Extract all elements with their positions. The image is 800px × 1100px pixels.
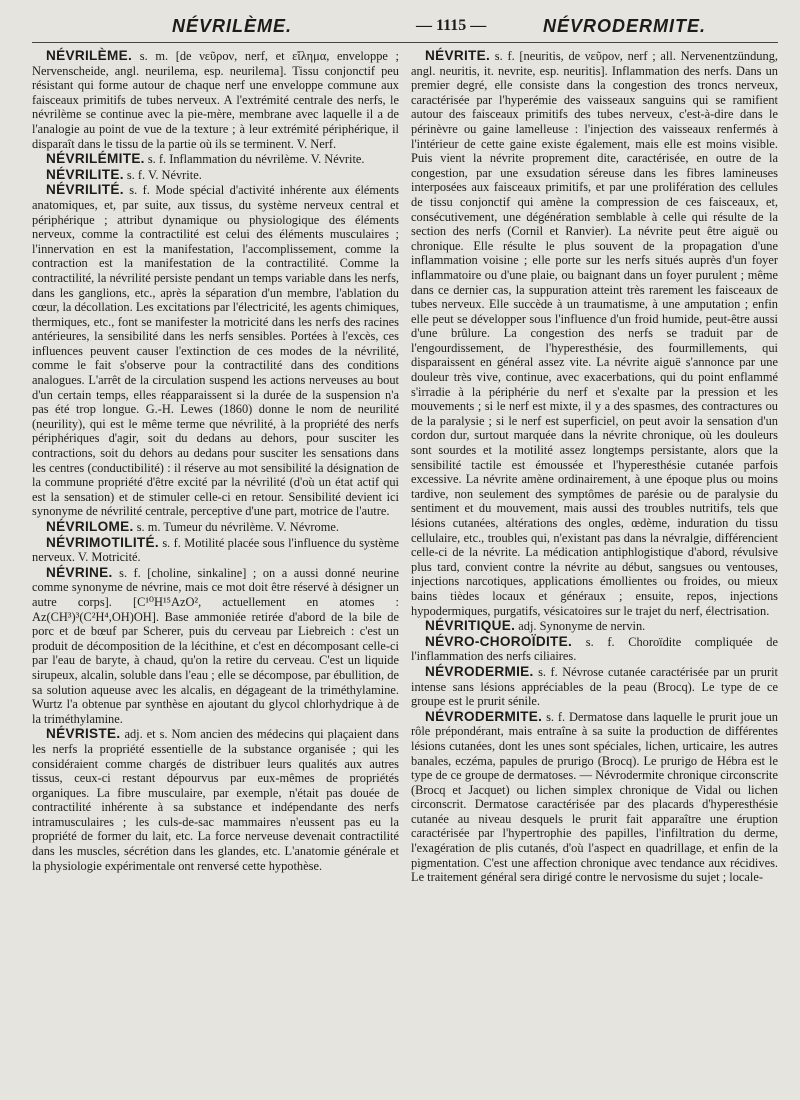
two-column-body <box>32 49 778 886</box>
dictionary-entry <box>32 536 399 565</box>
dictionary-entry <box>411 710 778 885</box>
dictionary-entry <box>411 619 778 634</box>
page-number: — 1115 — <box>416 17 487 34</box>
entry-headword: NÉVRILÈME. <box>46 48 133 63</box>
entry-definition: adj. et s. Nom ancien des médecins qui plaçaient dans les nerfs la propriété essentielle de la substance organisée ; qui les considéraient comme chargés de distribuer leurs qualités aux autres tissus, ceux-ci restant dépourvus par eux-mêmes de propriétés organiques. La fibre musculaire, par exemple, n'était pas douée de contractilité inhérente à sa substance et indépendante des nerfs intramusculaires ; les culs-de-sac mammaires n'eussent pas eu la propriété de former du lait, etc. La force nerveuse devenait contractilité dans les muscles, sécrétion dans les glandes, etc. L'anatomie générale et la physiologie expérimentale ont renversé cette hypothèse. <box>32 727 399 873</box>
dictionary-entry <box>32 520 399 535</box>
dictionary-entry <box>32 152 399 167</box>
entry-definition: s. f. V. Névrite. <box>123 167 202 182</box>
entry-headword: NÉVRODERMIE. <box>425 663 534 679</box>
entry-definition: s. f. [neuritis, de νεῦρον, nerf ; all. Nervenentzündung, angl. neuritis, it. nevrite, esp. neuritis]. Inflammation des nerfs. Dans un premier degré, elle consiste dans la congestion des troncs nerveux, caractérisée par l'hyperémie des vaisseaux sanguins qui se ramifient autour des faisceaux primitifs des tubes nerveux, c'est-à-dire dans le périnèvre ou gaine lamelleuse : l'injection des vaisseaux renfermés à l'intérieur de cette gaine existe également, mais elle est moins visible. Puis vient la névrite proprement dite, caractérisée, en outre de la congestion, par une exsudation séreuse dans les fibres lamineuses interposées aux faisceaux primitifs, et par une prolifération des cellules de tissu conjonctif qui amène la compression de ces faisceaux, et, consécutivement, une dégénération semblable à celle qui résulte de la section des nerfs (Cornil et Ranvier). La névrite peut être aiguë ou chronique. Elle résulte le plus souvent de la propagation d'une inflammation voisine ; elle porte sur les nerfs situés auprès d'un foyer inflammatoire ou d'une plaie, ou baignant dans un foyer purulent ; même dans ce dernier cas, la suppuration atteint très rarement les faisceaux de tubes nerveux. Elle succède à un traumatisme, à une amputation ; enfin elle peut se développer sous l'influence d'un froid humide, peut-être aussi d'une brûlure. La congestion des nerfs se traduit par de l'engourdissement, de l'hyperesthésie, des fourmillements, qui disparaissent en général assez vite. La névrite aiguë s'annonce par une douleur très vive, continue, avec exacerbations, qui du point enflammé s'irradie à la périphérie du nerf et s'exalte par la pression et les mouvements ; si le nerf est mixte, il y a des spasmes, des contractures ou de la paralysie ; si le nerf est superficiel, on peut avoir la sensation d'un cordon dur, surtout marquée dans la névrite chronique, où les douleurs sont sourdes et la motilité assez longtemps persistante, alors que la sensibilité tactile est émoussée et l'hyperesthésie cutanée parfois excessive. La névrite amène ordinairement, à une époque plus ou moins tardive, non seulement des symptômes de parésie ou de paralysie du sentiment et du mouvement, mais aussi des troubles nutritifs, tels que lésions cutanées, altérations des ongles, œdème, induration du tissu cellulaire, etc., troubles qui, n'existant pas dans la névralgie, différencient celle-ci de la névrite. La médication antiphlogistique d'abord, révulsive plus tard, convient contre la névrite au début, sangsues ou ventouses, injections narcotiques, applications émollientes ou froides, ou mieux bains tièdes locaux et généraux ; ensuite, repos, injections hypodermiques, purgatifs, vésicatoires sur le trajet du nerf, électrisation. <box>411 49 778 618</box>
entry-headword: NÉVRILITÉ. <box>46 182 124 198</box>
entry-headword: NÉVRILÉMITE. <box>46 151 145 167</box>
entry-definition: s. f. Mode spécial d'activité inhérente aux éléments anatomiques, et, par suite, aux tissus, du système nerveux central et périphérique ; attribut dynamique ou physiologique des éléments nerveux, comme la contractilité est celui des éléments musculaires ; l'innervation en est la manifestation, l'accomplissement, comme la contraction est la manifestation de la contractilité. Comme la contractilité, la névrilité persiste pendant un temps variable dans les nerfs, dans les ganglions, etc., après la séparation d'un membre, l'ablation du cœur, la décollation. Les excitations par l'électricité, les agents chimiques, thermiques, etc., font se manifester la motricité dans les nerfs des racines antérieures, la sensibilité dans les nerfs sensibles. Portées à l'excès, ces influences peuvent causer l'extinction de ces modes de la névrilité, comme le fait s'observe pour la contractilité dans des conditions analogues. L'arrêt de la circulation suspend les actions nerveuses au bout d'un certain temps, elles réapparaissent si la durée de la suspension n'a pas été trop longue. G.-H. Lewes (1860) donne le nom de neurilité (neurility), qui est le même terme que névrilité, à la propriété des nerfs périphériques d'agir, soit du dedans au dehors, pour susciter les contractions, soit du dehors au dedans pour susciter les sensations dans les centres (conductibilité) : il réserve au mot sensibilité la désignation de la commune propriété d'être excité par la névrilité (d'où un état actif qui est la sensation) et de stimuler celle-ci en retour. Sensibilité devient ici synonyme de névrilité centrale, perceptive d'une part, motrice de l'autre. <box>32 183 399 519</box>
entry-headword: NÉVRILOME. <box>46 519 134 534</box>
entry-definition: adj. Synonyme de nervin. <box>515 619 646 634</box>
entry-definition: s. f. Motilité placée sous l'influence du système nerveux. V. Motricité. <box>32 535 399 565</box>
entry-definition: s. m. Tumeur du névrilème. V. Névrome. <box>133 520 339 534</box>
dictionary-entry <box>32 183 399 519</box>
header-left-guideword: NÉVRILÈME. <box>172 16 293 36</box>
header-right-guideword: NÉVRODERMITE. <box>542 16 706 36</box>
entry-headword: NÉVRILITE. <box>46 166 124 182</box>
dictionary-entry <box>411 635 778 664</box>
entry-headword: NÉVRITE. <box>425 48 491 63</box>
dictionary-entry <box>32 49 399 151</box>
entry-headword: NÉVRO-CHOROÏDITE. <box>425 633 573 649</box>
dictionary-entry <box>411 665 778 709</box>
entry-definition: s. f. Choroïdite compliquée de l'inflammation des nerfs ciliaires. <box>411 634 778 664</box>
dictionary-entry <box>32 168 399 183</box>
running-header <box>32 14 778 43</box>
dictionary-entry <box>32 566 399 727</box>
entry-definition: s. f. Névrose cutanée caractérisée par un prurit intense sans lésions appréciables de la peau (Brocq). Le type de ce groupe est le prurit sénile. <box>411 664 778 709</box>
entry-headword: NÉVRITIQUE. <box>425 618 516 634</box>
entry-definition: s. f. Inflammation du névrilème. V. Névrite. <box>144 152 365 167</box>
entry-definition: s. m. [de νεῦρον, nerf, et εἴλημα, enveloppe ; Nervenscheide, angl. neurilema, esp. neurilema]. Tissu conjonctif peu résistant qui forme autour de chaque nerf une enveloppe commune aux faisceaux primitifs de tubes nerveux. A l'extrémité centrale des nerfs, le névrilème se continue avec la pie-mère, membrane avec laquelle il a de l'analogie au point de vue de la texture ; à leur extrémité périphérique, il disparaît dans le tissu de la partie où ils se terminent. V. Nerf. <box>32 49 399 151</box>
entry-headword: NÉVRIMOTILITÉ. <box>46 534 159 550</box>
entry-headword: NÉVRODERMITE. <box>425 708 543 724</box>
right-column <box>411 49 778 886</box>
entry-definition: s. f. [choline, sinkaline] ; on a aussi donné neurine comme synonyme de névrine, mais ce mot doit être réservé à désigner un autre corps]. [C¹⁰H¹⁵AzO², actuellement en atomes : Az(CH³)³(C²H⁴,OH)OH]. Base ammoniée retirée d'abord de la bile de porc et de bœuf par Scherer, puis du cerveau par Liebreich : c'est un produit de décomposition de la lécithine, et c'est en décomposant celle-ci par l'eau de baryte, à chaud, qu'on la retire du cerveau. C'est un liquide sirupeux, alcalin, soluble dans l'eau ; elle se décompose, par ébullition, de sa solution aqueuse avec les alcalis, en dégageant de la triméthylamine. Wurtz l'a obtenue par synthèse en ajoutant du glycol chlorhydrique à de la triméthylamine. <box>32 565 399 726</box>
dictionary-entry <box>32 727 399 873</box>
entry-headword: NÉVRISTE. <box>46 726 121 742</box>
dictionary-entry <box>411 49 778 618</box>
entry-definition: s. f. Dermatose dans laquelle le prurit joue un rôle prépondérant, mais entraîne à sa suite la production de différentes lésions cutanées, dont les unes sont spéciales, lichen, urticaire, les autres banales, eczéma, papules de prurigo (Brocq). Le prurigo de Hébra est le type de ce groupe de dermatoses. — Névrodermite chronique circonscrite (Brocq et Jacquet) ou lichen simplex chronique de Vidal ou lichen circonscrit. Dermatose caractérisée par des placards d'hyperesthésie cutanée au niveau desquels le prurit fait apparaître une éruption caractérisée par l'hypertrophie des papilles, l'infiltration du derme, l'exagération de plis cutanés, d'où l'aspect en quadrillage, et enfin de la pigmentation. C'est une affection chronique avec tendance aux récidives. Le traitement général sera dirigé contre le nervosisme du sujet ; locale- <box>411 709 778 885</box>
left-column <box>32 49 399 886</box>
entry-headword: NÉVRINE. <box>46 564 113 580</box>
